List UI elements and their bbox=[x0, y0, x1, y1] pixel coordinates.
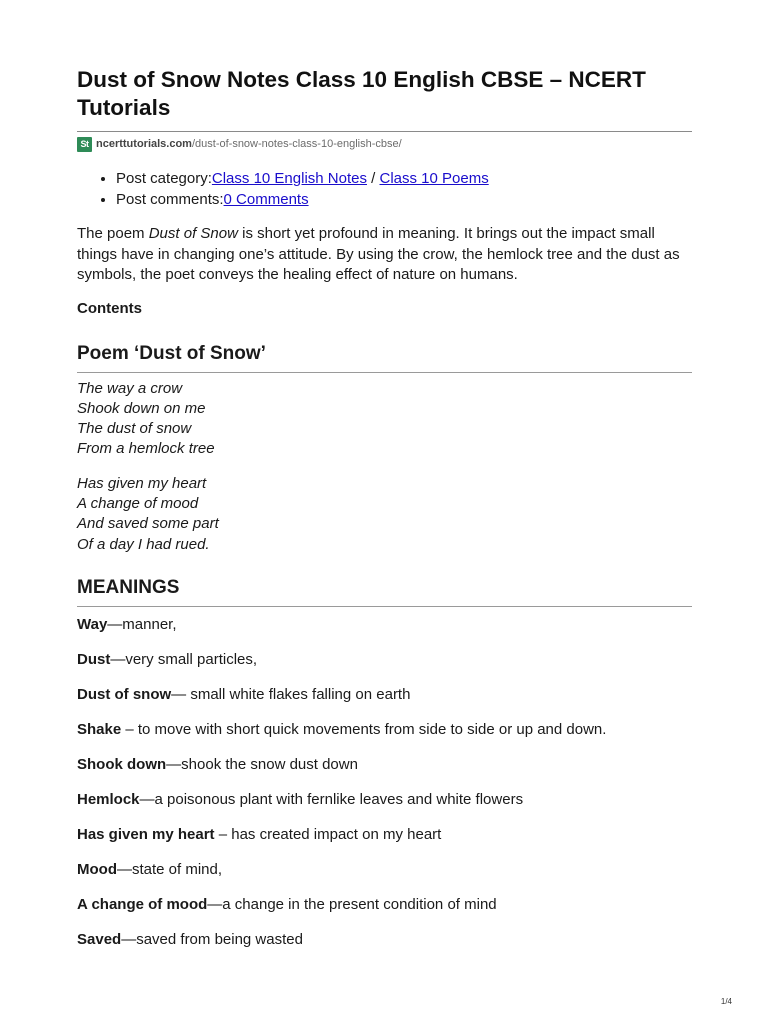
meanings-heading: MEANINGS bbox=[77, 576, 180, 598]
poem-line: The dust of snow bbox=[77, 420, 192, 438]
page-title: Dust of Snow Notes Class 10 English CBSE – NCERT Tutorials bbox=[77, 67, 646, 120]
poem-stanza-2 bbox=[77, 474, 692, 555]
source-path: /dust-of-snow-notes-class-10-english-cbse/ bbox=[191, 138, 402, 150]
poem-line: Of a day I had rued. bbox=[77, 535, 210, 553]
meaning-definition: —a poisonous plant with fernlike leaves and white flowers bbox=[139, 790, 524, 808]
poem-line: Shook down on me bbox=[77, 399, 206, 417]
meaning-term: Hemlock bbox=[77, 790, 140, 808]
meaning-term: Mood bbox=[77, 860, 117, 878]
meaning-definition: —state of mind, bbox=[116, 860, 223, 878]
meaning-term: Has given my heart bbox=[77, 825, 215, 843]
intro-poem-title: Dust of Snow bbox=[148, 225, 238, 242]
page-number: 1/4 bbox=[720, 997, 732, 1006]
poem-heading: Poem ‘Dust of Snow’ bbox=[77, 342, 266, 364]
source-url[interactable] bbox=[77, 136, 692, 152]
intro-paragraph bbox=[77, 224, 692, 286]
post-meta-list bbox=[77, 168, 692, 210]
meaning-item bbox=[77, 825, 692, 845]
meaning-term: Dust of snow bbox=[77, 685, 172, 703]
poem-heading-divider bbox=[77, 372, 692, 373]
meaning-item bbox=[77, 790, 692, 810]
document-page bbox=[77, 66, 692, 965]
post-comments-label: Post comments: bbox=[116, 191, 224, 208]
intro-text-start: The poem bbox=[77, 225, 149, 242]
intro-text-rest: is short yet profound in meaning. It brings out the impact small things have in changing one’s attitude. By using the crow, the hemlock tree and the dust as symbols, the poet conveys the healing effect of nature on humans. bbox=[77, 225, 680, 283]
meaning-item bbox=[77, 720, 692, 740]
poem-stanza-1 bbox=[77, 379, 692, 460]
meaning-item bbox=[77, 755, 692, 775]
meaning-item bbox=[77, 615, 692, 635]
poem-line: Has given my heart bbox=[77, 474, 207, 492]
meaning-definition: — small white flakes falling on earth bbox=[171, 685, 411, 703]
meaning-definition: —a change in the present condition of mind bbox=[207, 895, 497, 913]
contents-label[interactable]: Contents bbox=[77, 299, 142, 317]
meaning-item bbox=[77, 650, 692, 670]
meaning-term: Way bbox=[77, 615, 108, 633]
site-logo-icon: St bbox=[77, 137, 92, 152]
comments-link[interactable]: 0 Comments bbox=[223, 191, 309, 208]
meaning-item bbox=[77, 860, 692, 880]
meaning-definition: —very small particles, bbox=[110, 650, 258, 668]
meaning-definition: —saved from being wasted bbox=[121, 930, 303, 948]
meaning-definition: – to move with short quick movements from side to side or up and down. bbox=[121, 720, 607, 738]
meaning-term: A change of mood bbox=[77, 895, 208, 913]
category-link-poems[interactable]: Class 10 Poems bbox=[379, 170, 489, 187]
poem-line: The way a crow bbox=[77, 379, 183, 397]
meaning-term: Shake bbox=[77, 720, 122, 738]
meaning-item bbox=[77, 685, 692, 705]
meaning-definition: —manner, bbox=[107, 615, 177, 633]
meaning-term: Shook down bbox=[77, 755, 167, 773]
meaning-term: Saved bbox=[77, 930, 122, 948]
source-domain: ncerttutorials.com bbox=[96, 138, 192, 150]
post-comments-item bbox=[116, 189, 692, 210]
poem-line: From a hemlock tree bbox=[77, 440, 215, 458]
meaning-term: Dust bbox=[77, 650, 111, 668]
meanings-heading-divider bbox=[77, 606, 692, 607]
category-separator: / bbox=[366, 170, 380, 187]
meaning-definition: —shook the snow dust down bbox=[166, 755, 358, 773]
meaning-item bbox=[77, 895, 692, 915]
meaning-definition: – has created impact on my heart bbox=[214, 825, 442, 843]
meanings-list bbox=[77, 615, 692, 950]
category-link-english-notes[interactable]: Class 10 English Notes bbox=[211, 170, 367, 187]
poem-line: A change of mood bbox=[77, 494, 199, 512]
meaning-item bbox=[77, 930, 692, 950]
title-divider bbox=[77, 131, 692, 132]
post-category-item bbox=[116, 168, 692, 189]
post-category-label: Post category: bbox=[116, 170, 212, 187]
poem-line: And saved some part bbox=[77, 515, 219, 533]
